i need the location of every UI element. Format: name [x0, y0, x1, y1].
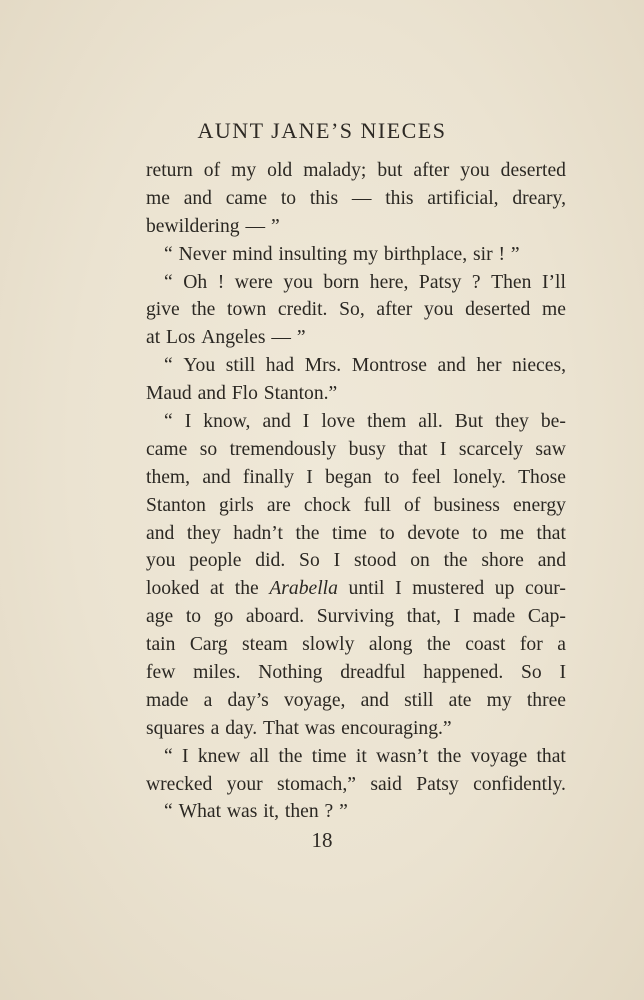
- text-line: “ Never mind insulting my birthplace, sir ! ”: [164, 243, 520, 265]
- text-line: “ You still had Mrs. Montrose and her nieces,: [164, 355, 566, 377]
- text-line: “ I knew all the time it wasn’t the voyage that: [164, 745, 566, 767]
- text-line: looked at the Arabella until I mustered up cour-: [146, 578, 566, 600]
- text-line: few miles. Nothing dreadful happened. So I: [146, 662, 566, 684]
- text-line: and they hadn’t the time to devote to me that: [146, 522, 566, 544]
- text-line: me and came to this — this artificial, dreary,: [146, 187, 566, 209]
- text-line: squares a day. That was encouraging.”: [146, 717, 452, 739]
- text-line: “ What was it, then ? ”: [164, 801, 348, 823]
- text-line: came so tremendously busy that I scarcely saw: [146, 438, 566, 460]
- text-line: Stanton girls are chock full of business energy: [146, 494, 566, 516]
- page-number: 18: [311, 828, 333, 852]
- text-line: wrecked your stomach,” said Patsy confidently.: [146, 773, 566, 795]
- text-line: Maud and Flo Stanton.”: [146, 383, 338, 405]
- text-line: return of my old malady; but after you deserted: [146, 160, 566, 181]
- running-head: AUNT JANE’S NIECES: [197, 118, 447, 143]
- text-line: made a day’s voyage, and still ate my three: [146, 689, 566, 711]
- text-line: tain Carg steam slowly along the coast for a: [146, 634, 566, 656]
- text-line: “ I know, and I love them all. But they be-: [164, 411, 566, 433]
- text-line: age to go aboard. Surviving that, I made Cap-: [146, 606, 566, 628]
- text-line: at Los Angeles — ”: [146, 327, 306, 349]
- text-line: give the town credit. So, after you deserted me: [146, 299, 566, 321]
- text-line: you people did. So I stood on the shore and: [146, 550, 566, 572]
- text-line: bewildering — ”: [146, 215, 280, 237]
- body-text: [146, 157, 566, 826]
- text-line: “ Oh ! were you born here, Patsy ? Then I’ll: [164, 271, 566, 293]
- text-line: them, and finally I began to feel lonely. Those: [146, 466, 566, 488]
